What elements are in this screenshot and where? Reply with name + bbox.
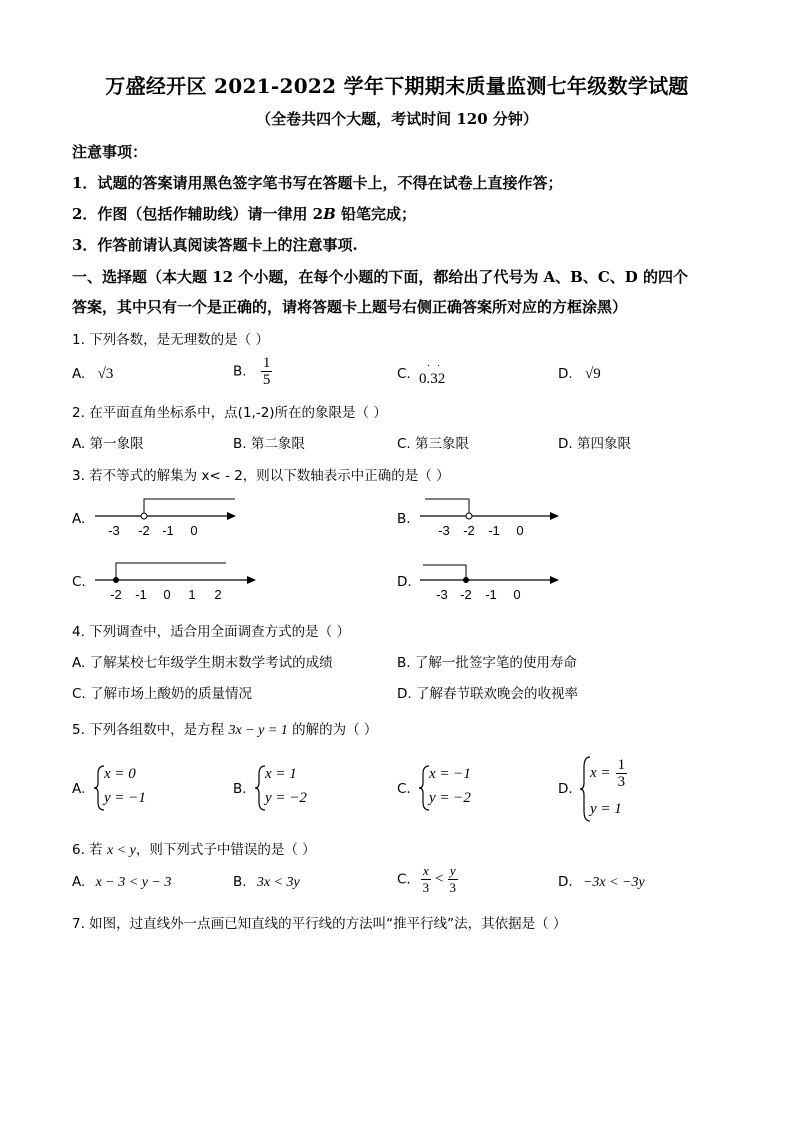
tick-label: -1 bbox=[488, 523, 500, 538]
q1-option-a[interactable]: A. √3 bbox=[72, 366, 114, 382]
tick-label: -2 bbox=[138, 523, 150, 538]
q4-option-a[interactable]: A. 了解某校七年级学生期末数学考试的成绩 bbox=[72, 655, 333, 671]
notice-item-2: 2．作图（包括作辅助线）请一律用 2B 铅笔完成； bbox=[72, 205, 417, 223]
q3-number-line-d bbox=[415, 558, 565, 608]
q5-d-eq1: x = $\frac{1}{3}$ bbox=[590, 757, 626, 790]
tick-label: -1 bbox=[485, 587, 497, 602]
tick-label: -3 bbox=[438, 523, 450, 538]
q5-option-a-label[interactable]: A. bbox=[72, 781, 86, 797]
q3-option-d-label[interactable]: D. bbox=[397, 574, 412, 590]
q5-c-eq2: y = −2 bbox=[429, 790, 471, 806]
tick-label: 2 bbox=[214, 587, 222, 602]
q6-option-b[interactable]: B. 3x < 3y bbox=[233, 874, 300, 890]
q3-number-line-b bbox=[415, 494, 565, 544]
q3-option-a-label[interactable]: A. bbox=[72, 511, 86, 527]
notice-item-1: 1．试题的答案请用黑色签字笔书写在答题卡上，不得在试卷上直接作答； bbox=[72, 174, 563, 192]
question-7-stem: 7. 如图，过直线外一点画已知直线的平行线的方法叫“推平行线”法，其依据是（ ） bbox=[72, 916, 567, 932]
question-3-stem: 3. 若不等式的解集为 x< - 2，则以下数轴表示中正确的是（ ） bbox=[72, 468, 450, 484]
q4-option-b[interactable]: B. 了解一批签字笔的使用寿命 bbox=[397, 655, 577, 671]
q3-number-line-a bbox=[90, 494, 240, 544]
tick-label: -2 bbox=[463, 523, 475, 538]
q2-option-a[interactable]: A. 第一象限 bbox=[72, 436, 144, 452]
tick-label: -3 bbox=[436, 587, 448, 602]
repeating-dot-1: · bbox=[427, 361, 431, 372]
question-5-stem: 5. 下列各组数中，是方程 3x − y = 1 的解的为（ ） bbox=[72, 722, 378, 738]
q5-d-eq2: y = 1 bbox=[590, 801, 622, 817]
q6-option-c[interactable]: C. $\frac{x}{3}$ < $\frac{y}{3}$ bbox=[397, 863, 456, 895]
q3-option-b-label[interactable]: B. bbox=[397, 511, 411, 527]
q5-option-c-label[interactable]: C. bbox=[397, 781, 411, 797]
q5-option-d-label[interactable]: D. bbox=[558, 781, 573, 797]
question-6-stem: 6. 若 x < y，则下列式子中错误的是（ ） bbox=[72, 842, 316, 858]
q6-option-a[interactable]: A. x − 3 < y − 3 bbox=[72, 874, 172, 890]
tick-label: -1 bbox=[162, 523, 174, 538]
q2-option-b[interactable]: B. 第二象限 bbox=[233, 436, 305, 452]
tick-label: 0 bbox=[190, 523, 198, 538]
q5-b-eq1: x = 1 bbox=[265, 766, 297, 782]
tick-label: -3 bbox=[108, 523, 120, 538]
q5-c-eq1: x = −1 bbox=[429, 766, 471, 782]
question-4-stem: 4. 下列调查中，适合用全面调查方式的是（ ） bbox=[72, 624, 350, 640]
tick-label: 0 bbox=[516, 523, 524, 538]
q1-option-b[interactable]: B. $\frac{1}{5}$ bbox=[233, 355, 271, 388]
q2-option-d[interactable]: D. 第四象限 bbox=[558, 436, 631, 452]
q4-option-d[interactable]: D. 了解春节联欢晚会的收视率 bbox=[397, 686, 578, 702]
tick-label: 1 bbox=[188, 587, 196, 602]
q6-option-d[interactable]: D. −3x < −3y bbox=[558, 874, 645, 890]
section-heading-line1: 一、选择题（本大题 12 个小题，在每个小题的下面，都给出了代号为 A、B、C、D 的四个 bbox=[72, 268, 689, 286]
tick-label: 0 bbox=[163, 587, 171, 602]
q5-a-eq2: y = −1 bbox=[104, 790, 146, 806]
page-subtitle: （全卷共四个大题，考试时间 120 分钟） bbox=[256, 110, 538, 128]
tick-label: -1 bbox=[135, 587, 147, 602]
q2-option-c[interactable]: C. 第三象限 bbox=[397, 436, 470, 452]
q4-option-c[interactable]: C. 了解市场上酸奶的质量情况 bbox=[72, 686, 253, 702]
page-title: 万盛经开区 2021-2022 学年下期期末质量监测七年级数学试题 bbox=[105, 74, 689, 98]
tick-label: -2 bbox=[110, 587, 122, 602]
notice-heading: 注意事项： bbox=[72, 143, 148, 161]
q3-option-c-label[interactable]: C. bbox=[72, 574, 86, 590]
q1-option-d[interactable]: D. √9 bbox=[558, 366, 601, 382]
q5-option-b-label[interactable]: B. bbox=[233, 781, 247, 797]
q1-option-c[interactable]: C. 0.32 · · bbox=[397, 361, 446, 387]
notice-item-3: 3．作答前请认真阅读答题卡上的注意事项. bbox=[72, 236, 358, 254]
tick-label: -2 bbox=[460, 587, 472, 602]
q3-number-line-c bbox=[90, 558, 260, 608]
question-1-stem: 1. 下列各数，是无理数的是（ ） bbox=[72, 332, 269, 348]
q5-a-eq1: x = 0 bbox=[104, 766, 136, 782]
question-2-stem: 2. 在平面直角坐标系中，点(1,-2)所在的象限是（ ） bbox=[72, 405, 387, 421]
repeating-dot-2: · bbox=[437, 361, 441, 372]
tick-label: 0 bbox=[513, 587, 521, 602]
q5-b-eq2: y = −2 bbox=[265, 790, 307, 806]
section-heading-line2: 答案，其中只有一个是正确的，请将答题卡上题号右侧正确答案所对应的方框涂黑） bbox=[72, 298, 628, 316]
